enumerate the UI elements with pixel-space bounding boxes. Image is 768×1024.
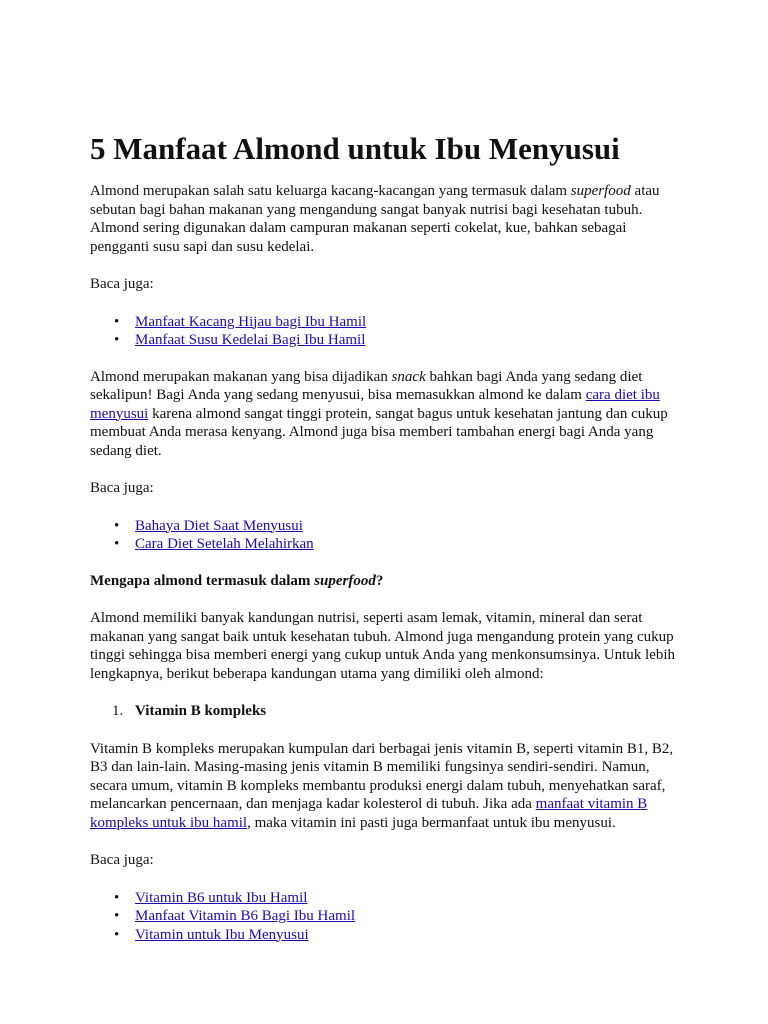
nutrient-label: Vitamin B kompleks [135,703,267,719]
inline-link-vitamin-b[interactable]: manfaat vitamin B kompleks untuk ibu hamil [90,796,648,831]
vitamin-b-text-end: , maka vitamin ini pasti juga bermanfaat untuk ibu menyusui. [247,814,616,831]
related-links-list [90,889,676,945]
intro-paragraph [90,182,676,256]
related-link[interactable]: Manfaat Vitamin B6 Bagi Ibu Hamil [135,908,356,924]
list-number: 1. [112,703,124,719]
list-item [90,926,676,945]
bullet-icon: • [114,908,120,924]
bullet-icon: • [114,313,120,330]
section-subheading [90,572,676,591]
related-link[interactable]: Cara Diet Setelah Melahirkan [135,536,314,552]
related-links-list [90,517,676,554]
baca-juga-label: Baca juga: [90,480,154,496]
related-link[interactable]: Manfaat Kacang Hijau bagi Ibu Hamil [135,313,367,330]
list-item [90,517,676,536]
related-link[interactable]: Vitamin untuk Ibu Menyusui [135,926,309,943]
vitamin-b-paragraph [90,740,676,833]
list-item [90,702,676,721]
list-item [90,889,676,908]
intro-italic-term: superfood [570,183,631,199]
baca-juga-label: Baca juga: [90,852,154,868]
intro-text: Almond merupakan salah satu keluarga kacang-kacangan yang termasuk dalam [90,183,571,199]
bullet-icon: • [114,536,120,552]
bullet-icon: • [114,332,120,348]
list-item [90,313,676,332]
bullet-icon: • [114,926,120,943]
related-links-list [90,313,676,350]
related-link[interactable]: Vitamin B6 untuk Ibu Hamil [135,889,308,906]
subheading-text: Mengapa almond termasuk dalam [90,572,315,589]
subheading-question-mark: ? [375,572,384,589]
vitamin-b-text: Vitamin B kompleks merupakan kumpulan dari berbagai jenis vitamin B, seperti vitamin B1, B2, B3 dan lain-lain. Masing-masing jenis vitamin B memiliki fungsinya sendiri-sendiri. Namun, secara umum, vitamin B kompleks membantu produksi energi dalam tubuh, menyehatkan saraf, melancarkan pencernaan, dan menjaga kadar kolesterol di tubuh. Jika ada [90,740,674,812]
snack-italic-term: snack [391,368,426,385]
nutrition-paragraph: Almond memiliki banyak kandungan nutrisi, seperti asam lemak, vitamin, mineral dan serat makanan yang sangat baik untuk kesehatan tubuh. Almond juga mengandung protein yang cukup tinggi sehingga bisa memberi energi yang cukup untuk Anda yang menkonsumsinya. Untuk lebih lengkapnya, berikut beberapa kandungan utama yang dimiliki oleh almond: [90,610,676,682]
snack-text-end: karena almond sangat tinggi protein, sangat bagus untuk kesehatan jantung dan cukup membuat Anda merasa kenyang. Almond juga bisa memberi tambahan energi bagi Anda yang sedang diet. [90,405,668,459]
bullet-icon: • [114,517,120,534]
subheading-italic-term: superfood [314,572,376,589]
baca-juga-label: Baca juga: [90,276,154,292]
snack-text-continued: bahkan bagi Anda yang sedang diet sekalipun! Bagi Anda yang sedang menyusui, bisa memasukkan almond ke dalam [90,368,643,403]
related-link[interactable]: Manfaat Susu Kedelai Bagi Ibu Hamil [135,332,366,348]
article-title: 5 Manfaat Almond untuk Ibu Menyusui [90,131,620,166]
related-link[interactable]: Bahaya Diet Saat Menyusui [135,517,303,534]
intro-text-continued: atau sebutan bagi bahan makanan yang mengandung sangat banyak nutrisi bagi kesehatan tubuh. Almond sering digunakan dalam campuran makanan seperti cokelat, kue, bahkan sebagai pengganti susu sapi dan susu kedelai. [90,183,660,255]
list-item [90,907,676,926]
nutrient-ordered-list [90,702,676,721]
bullet-icon: • [114,889,120,906]
list-item [90,331,676,350]
snack-text: Almond merupakan makanan yang bisa dijadikan [90,368,392,385]
snack-paragraph [90,368,676,461]
list-item [90,535,676,554]
inline-link-cara-diet[interactable]: cara diet ibu menyusui [90,387,660,422]
